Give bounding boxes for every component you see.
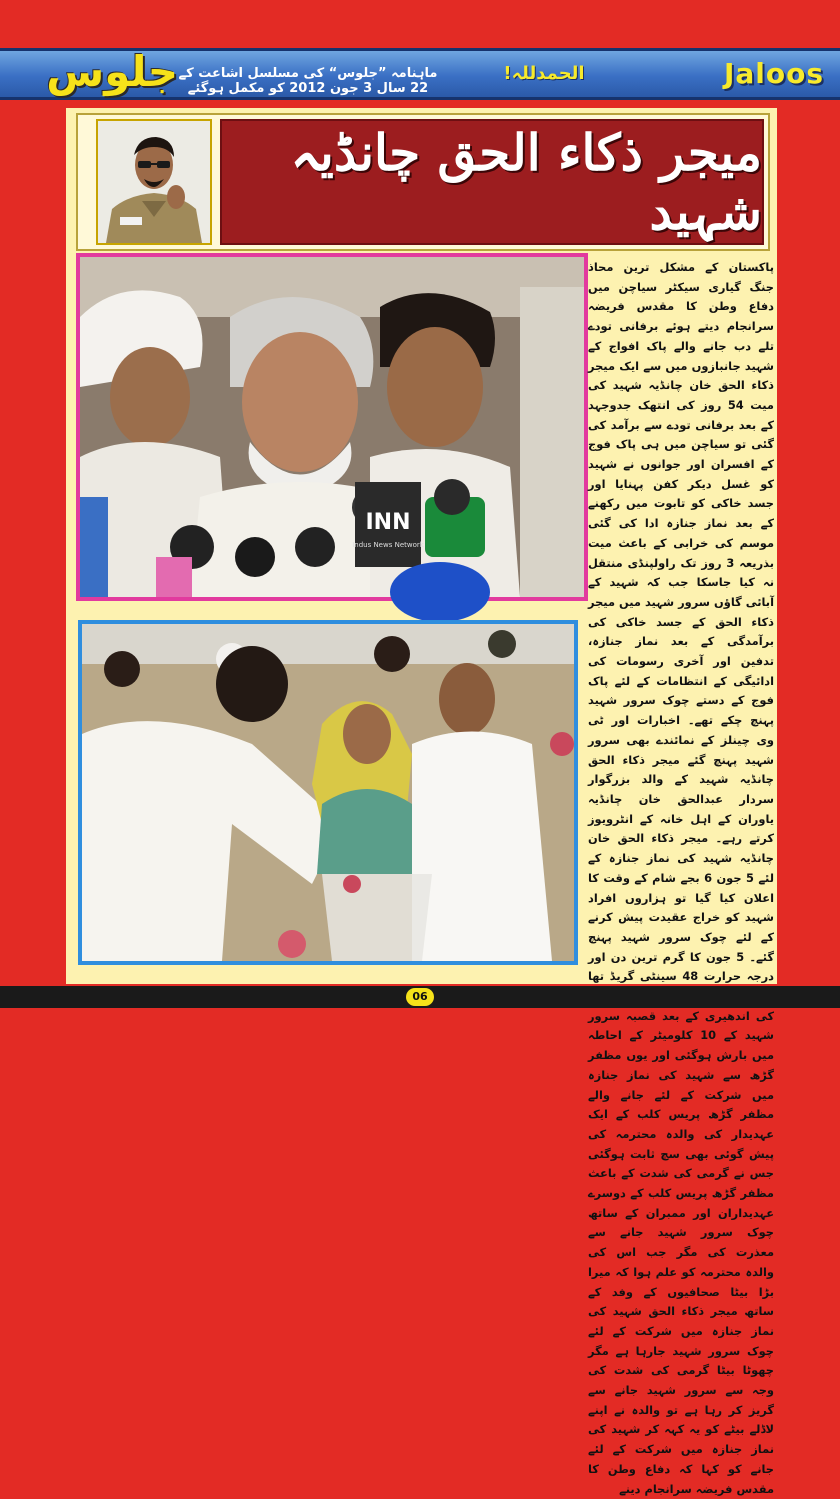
interview-scene-illustration (80, 257, 584, 597)
page-number: 06 (406, 988, 434, 1006)
top-red-band (0, 0, 840, 48)
funeral-gathering-photo (78, 620, 578, 965)
inn-logo-text: INN (365, 510, 411, 535)
portrait-photo (96, 119, 212, 245)
soldier-portrait-illustration (98, 121, 210, 243)
brand-urdu-logo: جلوس (46, 47, 178, 96)
press-interview-photo (76, 253, 588, 601)
headline-panel (220, 119, 764, 245)
article-headline: میجر ذکاء الحق چانڈیہ شہید (290, 123, 762, 241)
inn-logo-subtext: Indus News Network (352, 541, 424, 549)
funeral-scene-illustration (82, 624, 574, 961)
anniversary-tagline: ماہنامہ ”جلوس“ کی مسلسل اشاعت کے 22 سال 3 جون 2012 کو مکمل ہوگئے (178, 66, 438, 96)
headline-section (76, 113, 770, 251)
alhamdulillah-label: الحمدللہ! (503, 63, 585, 84)
brand-english-logo: Jaloos (723, 57, 824, 90)
article-body: پاکستان کے مشکل ترین محاذ جنگ گیاری سیکٹر سیاچن میں دفاع وطن کا مقدس فریضہ سرانجام دیتے ہوئے برفانی تودے تلے دب جانے والے پاک افواج کے شہید جانبازوں میں سے ایک میجر ذکاء الحق خان چانڈیہ شہید کی میت 54 روز کی انتھک جدوجہد کے بعد برفانی تودے سے برآمد کی گئی تو سیاچن میں ہی پاک فوج کے افسران اور جوانوں نے شہید کو غسل دیکر کفن پہنایا اور جسد خاکی کو تابوت میں رکھنے کے بعد نماز جنازہ ادا کی گئی موسم کی خرابی کے باعث میت بذریعہ 3 روز تک راولپنڈی منتقل نہ کیا جاسکا جب کہ شہید کے آبائی گاؤں سرور شہید میں میجر ذکاء الحق کے جسد خاکی کی برآمدگی کے بعد نماز جنازہ، تدفین اور آخری رسومات کی ادائیگی کے انتظامات کے لئے پاک فوج کے دستے چوک سرور شہید پہنچ چکے تھے۔ اخبارات اور ٹی وی چینلز کے نمائندے بھی سرور شہید پہنچ گئے میجر ذکاء الحق چانڈیہ شہید کے والد بزرگوار سردار عبدالحق خان چانڈیہ یاوران کے اہل خانہ کے انٹرویوز کرتے رہے۔ میجر ذکاء الحق خان چانڈیہ شہید کی نماز جنازہ کے لئے 5 جون 6 بجے شام کے وقت کا اعلان کیا گیا تو ہزاروں افراد شہید کو خراج عقیدت پیش کرنے کے لئے چوک سرور شہید پہنچ گئے۔ 5 جون کا گرم ترین دن اور درجہ حرارت 48 سینٹی گریڈ تھا کی اندھیری کے بعد قصبہ سرور شہید کے 10 کلومیٹر کے احاطہ میں بارش ہوگئی اور یوں مظفر گڑھ سے شہید کی نماز جنازہ میں شرکت کے لئے جانے والے مظفر گڑھ پریس کلب کے ایک عہدیدار کی والدہ محترمہ کی پیش گوئی بھی سچ ثابت ہوگئی جس نے گرمی کی شدت کے باعث مظفر گڑھ پریس کلب کے دوسرے عہدیداران اور ممبران کے ساتھ چوک سرور شہید جانے سے معذرت کی مگر جب اس کی والدہ محترمہ کو علم ہوا کہ میرا بڑا بیٹا صحافیوں کے وفد کے ساتھ میجر ذکاء الحق شہید کی نماز جنازہ میں شرکت کے لئے چوک سرور شہید جارہا ہے مگر چھوٹا بیٹا گرمی کی شدت کی وجہ سے سرور شہید جانے سے گریز کر رہا ہے تو والدہ نے اپنے لاڈلے بیٹے کو یہ کہہ کر شہید کی نماز جنازہ میں شرکت کے لئے جانے کو کہا کہ دفاع وطن کا مقدس فریضہ سرانجام دینے (588, 260, 774, 1496)
